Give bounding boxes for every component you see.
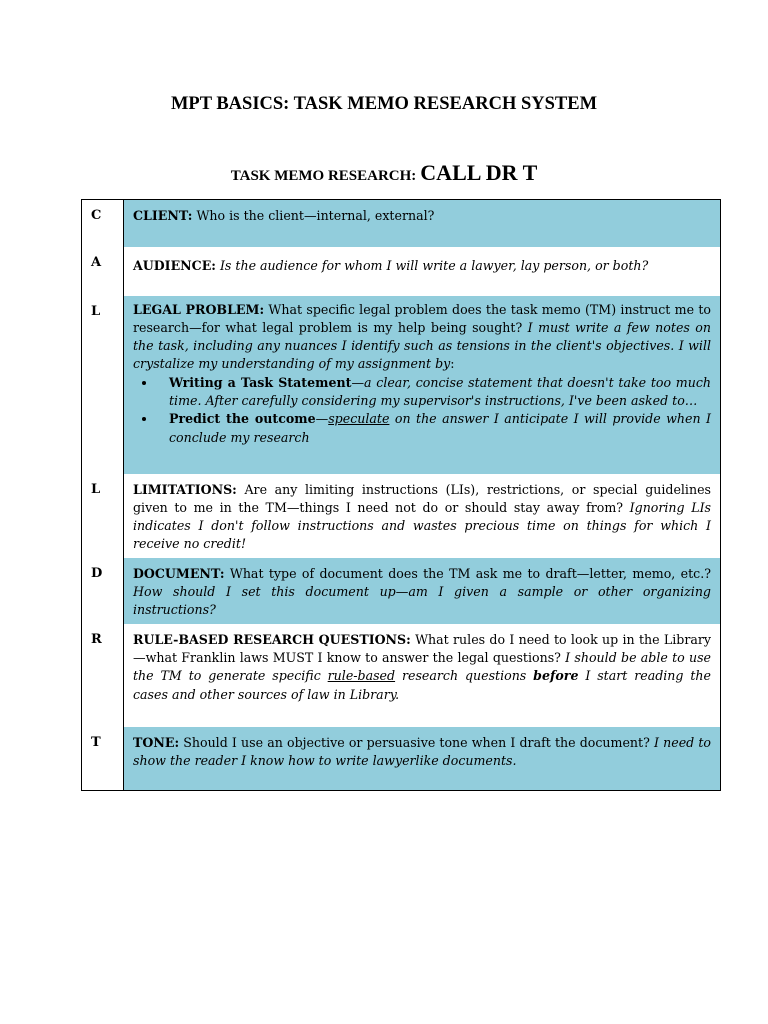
row-label: LEGAL PROBLEM: (133, 301, 265, 317)
list-item (157, 410, 711, 447)
bullet-dash: — (351, 374, 365, 390)
row-content (124, 247, 721, 296)
document-title: MPT BASICS: TASK MEMO RESEARCH SYSTEM (170, 94, 598, 114)
row-italic-text: How should I set this document up—am I given a sample or other organizing instructions? (133, 583, 711, 618)
row-italic-text: Ignoring LIs indicates I don't follow instructions and wastes precious time on things for which I receive no credit! (133, 499, 712, 552)
row-content (124, 296, 721, 474)
call-dr-t-table (81, 199, 721, 791)
row-text: Should I use an objective or persuasive tone when I draft the document? (179, 734, 650, 750)
row-label: LIMITATIONS: (133, 481, 237, 497)
table-row (82, 200, 721, 247)
row-italic-text: I need to show the reader I know how to write lawyerlike documents. (133, 734, 711, 768)
bullet-heading: Predict the outcome (169, 411, 316, 427)
row-letter: T (82, 727, 124, 791)
row-content (124, 624, 721, 727)
row-letter: R (82, 624, 124, 727)
table-row (82, 474, 721, 558)
row-label: TONE: (133, 734, 180, 750)
subtitle-prefix: TASK MEMO RESEARCH: (230, 168, 417, 184)
bullet-text: a clear, concise statement that doesn't take too much time. After carefully considering my supervisor's instructions, I've been asked to… (169, 374, 711, 408)
row-letter: D (82, 558, 124, 624)
bullet-heading: Writing a Task Statement (169, 374, 352, 390)
row-italic-text: I should be able to use the TM to generate specific (133, 649, 712, 684)
row-label: RULE-BASED RESEARCH QUESTIONS: (133, 631, 411, 647)
row-content (124, 558, 721, 624)
bullet-text: on the answer I anticipate I will provide when I conclude my research (169, 411, 711, 445)
row-italic-text: research questions (395, 668, 534, 684)
table-row (82, 296, 721, 474)
task-bullet-list (133, 374, 711, 447)
row-text: Who is the client—internal, external? (192, 208, 435, 223)
row-italic-text: Is the audience for whom I will write a lawyer, lay person, or both? (215, 257, 649, 273)
table-row (82, 727, 721, 791)
row-letter: A (82, 247, 124, 296)
bullet-dash: — (315, 411, 329, 427)
row-content (124, 200, 721, 247)
row-italic-text: I start reading the cases and other sources of law in Library. (133, 668, 711, 702)
row-text: What type of document does the TM ask me to draft—letter, memo, etc.? (224, 565, 711, 581)
row-content (124, 727, 721, 791)
bullet-underlined-word: speculate (328, 411, 390, 427)
row-italic-text: I must write a few notes on the task, including any nuances I identify such as tensions in the client's objectives. I will crystalize my understanding of my assignment by (133, 319, 711, 372)
table-row (82, 624, 721, 727)
row-emphasis-text: before (533, 668, 579, 684)
row-label: AUDIENCE: (133, 257, 216, 273)
document-subtitle (0, 160, 768, 186)
row-letter: C (82, 200, 124, 247)
row-label: CLIENT: (133, 208, 193, 223)
row-tail: : (450, 356, 455, 372)
row-underlined-text: rule-based (327, 668, 396, 684)
table-row (82, 558, 721, 624)
row-text: What specific legal problem does the task memo (TM) instruct me to research—for what legal problem is my help being sought? (133, 301, 711, 335)
row-text: What rules do I need to look up in the Library—what Franklin laws MUST I know to answer the legal questions? (133, 631, 712, 665)
row-text: Are any limiting instructions (LIs), restrictions, or special guidelines given to me in the TM—things I need not do or should stay away from? (133, 481, 711, 515)
row-letter: L (82, 296, 124, 474)
row-label: DOCUMENT: (133, 565, 225, 581)
list-item (157, 374, 711, 411)
subtitle-acronym: CALL DR T (420, 160, 538, 185)
table-row (82, 247, 721, 296)
row-content (124, 474, 721, 558)
row-letter: L (82, 474, 124, 558)
